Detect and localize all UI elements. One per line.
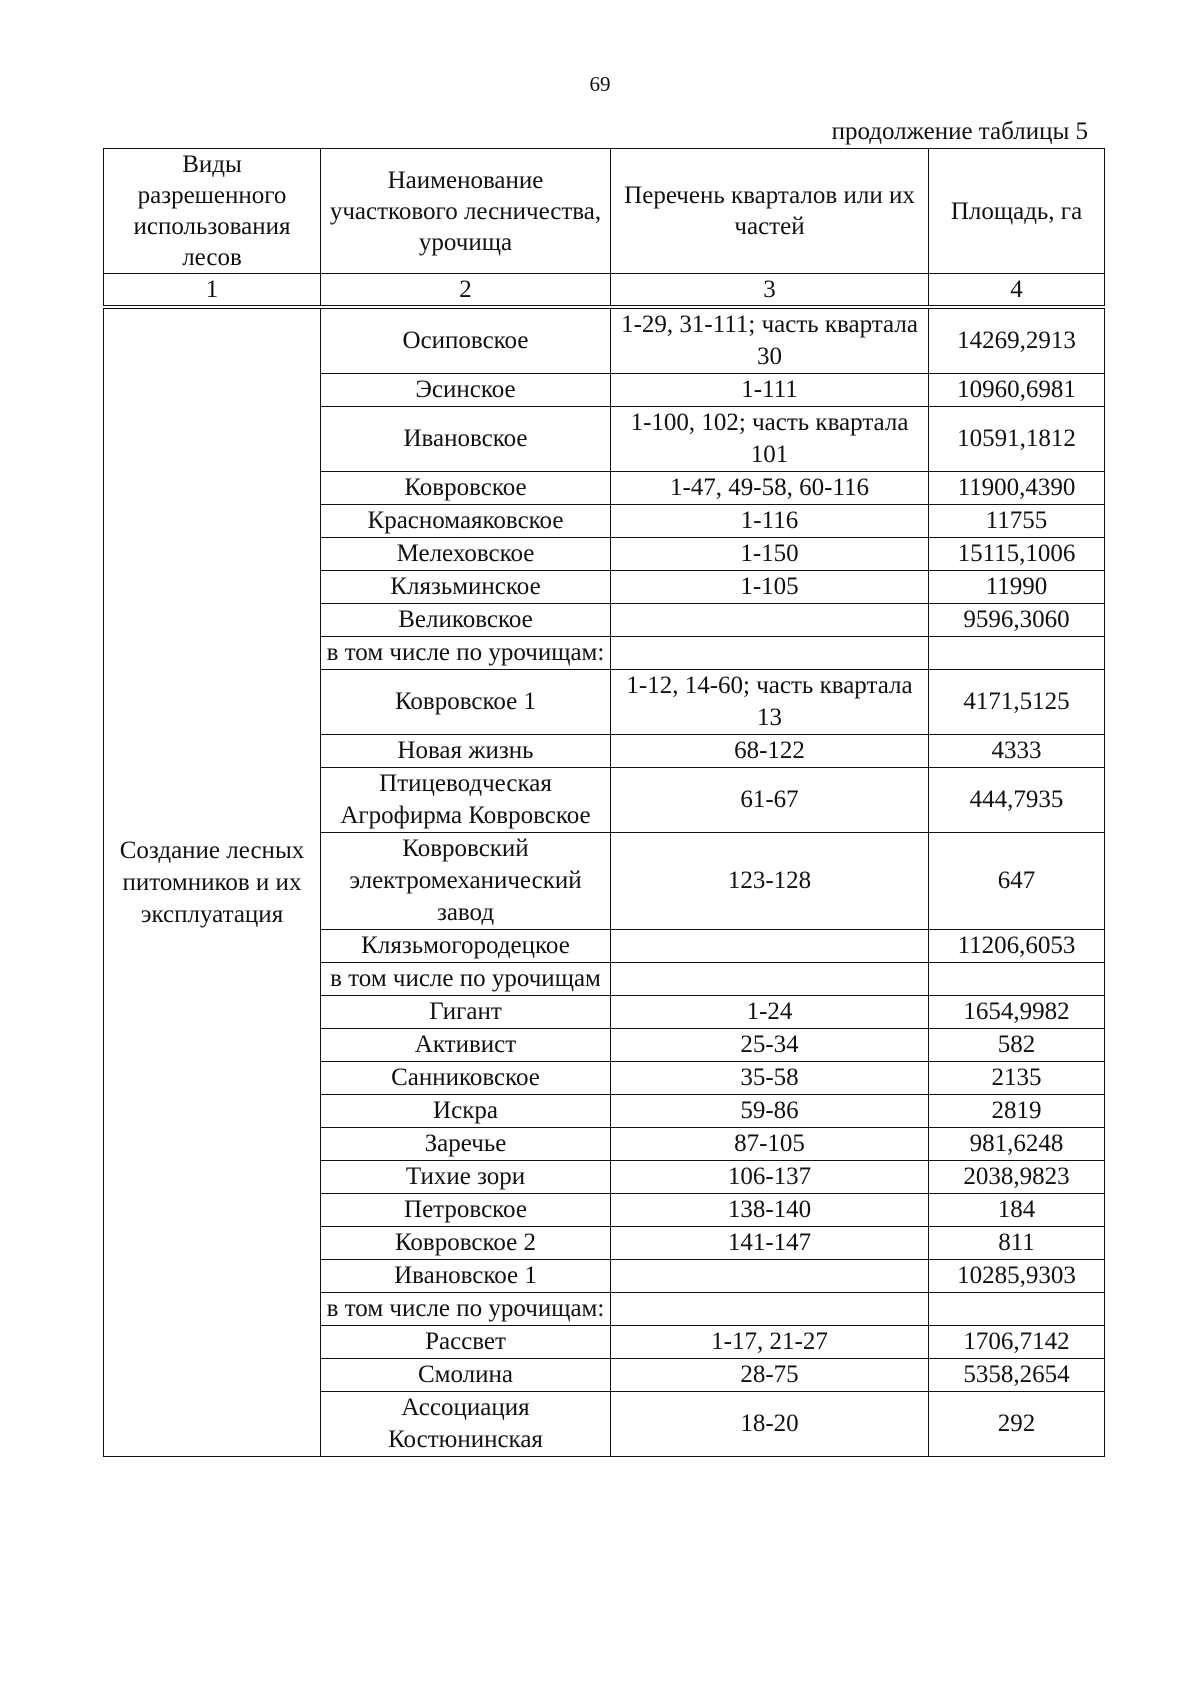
area-cell: 9596,3060 [929, 604, 1105, 637]
forestry-name-cell: Искра [321, 1095, 611, 1128]
forestry-name-cell: Смолина [321, 1359, 611, 1392]
forestry-name-cell: Заречье [321, 1128, 611, 1161]
quarters-cell: 28-75 [611, 1359, 929, 1392]
column-number: 4 [929, 274, 1105, 308]
quarters-cell: 1-17, 21-27 [611, 1326, 929, 1359]
column-number: 1 [104, 274, 321, 308]
forestry-name-cell: Клязьмогородецкое [321, 930, 611, 963]
area-cell: 10960,6981 [929, 374, 1105, 407]
area-cell: 184 [929, 1194, 1105, 1227]
forestry-name-cell: Ковровский электромеханический завод [321, 833, 611, 930]
quarters-cell: 25-34 [611, 1029, 929, 1062]
area-cell [929, 1293, 1105, 1326]
quarters-cell: 61-67 [611, 768, 929, 833]
forestry-name-cell: Ивановское 1 [321, 1260, 611, 1293]
quarters-cell: 1-105 [611, 571, 929, 604]
forestry-name-cell: Активист [321, 1029, 611, 1062]
quarters-cell: 123-128 [611, 833, 929, 930]
area-cell: 11900,4390 [929, 472, 1105, 505]
area-cell [929, 637, 1105, 670]
table-continuation-caption: продолжение таблицы 5 [831, 118, 1088, 145]
forestry-name-cell: Эсинское [321, 374, 611, 407]
area-cell: 5358,2654 [929, 1359, 1105, 1392]
quarters-cell [611, 963, 929, 996]
forestry-name-cell: Осиповское [321, 307, 611, 374]
forestry-name-cell: Рассвет [321, 1326, 611, 1359]
forest-use-table [103, 148, 1105, 1457]
forestry-name-cell: в том числе по урочищам [321, 963, 611, 996]
area-cell: 11206,6053 [929, 930, 1105, 963]
quarters-cell: 141-147 [611, 1227, 929, 1260]
forestry-name-cell: Ковровское 1 [321, 670, 611, 735]
header-forestry-name: Наименование участкового лесничества, урочища [321, 149, 611, 274]
quarters-cell: 1-29, 31-111; часть квартала 30 [611, 307, 929, 374]
area-cell: 1706,7142 [929, 1326, 1105, 1359]
area-cell: 15115,1006 [929, 538, 1105, 571]
forestry-name-cell: Новая жизнь [321, 735, 611, 768]
quarters-cell: 1-150 [611, 538, 929, 571]
area-cell: 10285,9303 [929, 1260, 1105, 1293]
column-number: 2 [321, 274, 611, 308]
area-cell: 647 [929, 833, 1105, 930]
use-type-cell: Создание лесных питомников и их эксплуатация [104, 307, 321, 1457]
area-cell: 2135 [929, 1062, 1105, 1095]
area-cell: 444,7935 [929, 768, 1105, 833]
area-cell [929, 963, 1105, 996]
quarters-cell: 59-86 [611, 1095, 929, 1128]
table-body [104, 307, 1105, 1457]
area-cell: 11990 [929, 571, 1105, 604]
quarters-cell: 18-20 [611, 1392, 929, 1457]
header-quarters: Перечень кварталов или их частей [611, 149, 929, 274]
forestry-name-cell: Ивановское [321, 407, 611, 472]
area-cell: 2038,9823 [929, 1161, 1105, 1194]
table-header [104, 149, 1105, 308]
area-cell: 292 [929, 1392, 1105, 1457]
quarters-cell [611, 637, 929, 670]
quarters-cell [611, 930, 929, 963]
forestry-name-cell: Мелеховское [321, 538, 611, 571]
area-cell: 4171,5125 [929, 670, 1105, 735]
forestry-name-cell: Великовское [321, 604, 611, 637]
forestry-name-cell: Санниковское [321, 1062, 611, 1095]
forestry-name-cell: Ковровское 2 [321, 1227, 611, 1260]
quarters-cell: 35-58 [611, 1062, 929, 1095]
area-cell: 2819 [929, 1095, 1105, 1128]
forestry-name-cell: в том числе по урочищам: [321, 637, 611, 670]
page-number: 69 [589, 72, 611, 96]
quarters-cell: 1-111 [611, 374, 929, 407]
table-row [104, 307, 1105, 374]
quarters-cell: 1-12, 14-60; часть квартала 13 [611, 670, 929, 735]
quarters-cell: 1-47, 49-58, 60-116 [611, 472, 929, 505]
forestry-name-cell: Клязьминское [321, 571, 611, 604]
forestry-name-cell: Петровское [321, 1194, 611, 1227]
header-area: Площадь, га [929, 149, 1105, 274]
quarters-cell: 138-140 [611, 1194, 929, 1227]
quarters-cell: 1-24 [611, 996, 929, 1029]
forestry-name-cell: Тихие зори [321, 1161, 611, 1194]
area-cell: 11755 [929, 505, 1105, 538]
area-cell: 14269,2913 [929, 307, 1105, 374]
area-cell: 10591,1812 [929, 407, 1105, 472]
column-number: 3 [611, 274, 929, 308]
forestry-name-cell: Гигант [321, 996, 611, 1029]
column-number-row [104, 274, 1105, 308]
forestry-name-cell: в том числе по урочищам: [321, 1293, 611, 1326]
area-cell: 981,6248 [929, 1128, 1105, 1161]
area-cell: 1654,9982 [929, 996, 1105, 1029]
quarters-cell [611, 1293, 929, 1326]
forestry-name-cell: Ковровское [321, 472, 611, 505]
quarters-cell: 1-100, 102; часть квартала 101 [611, 407, 929, 472]
forestry-name-cell: Птицеводческая Агрофирма Ковровское [321, 768, 611, 833]
quarters-cell [611, 1260, 929, 1293]
area-cell: 4333 [929, 735, 1105, 768]
quarters-cell: 106-137 [611, 1161, 929, 1194]
quarters-cell [611, 604, 929, 637]
forestry-name-cell: Ассоциация Костюнинская [321, 1392, 611, 1457]
quarters-cell: 1-116 [611, 505, 929, 538]
area-cell: 811 [929, 1227, 1105, 1260]
quarters-cell: 68-122 [611, 735, 929, 768]
area-cell: 582 [929, 1029, 1105, 1062]
quarters-cell: 87-105 [611, 1128, 929, 1161]
forestry-name-cell: Красномаяковское [321, 505, 611, 538]
header-use-type: Виды разрешенного использования лесов [104, 149, 321, 274]
